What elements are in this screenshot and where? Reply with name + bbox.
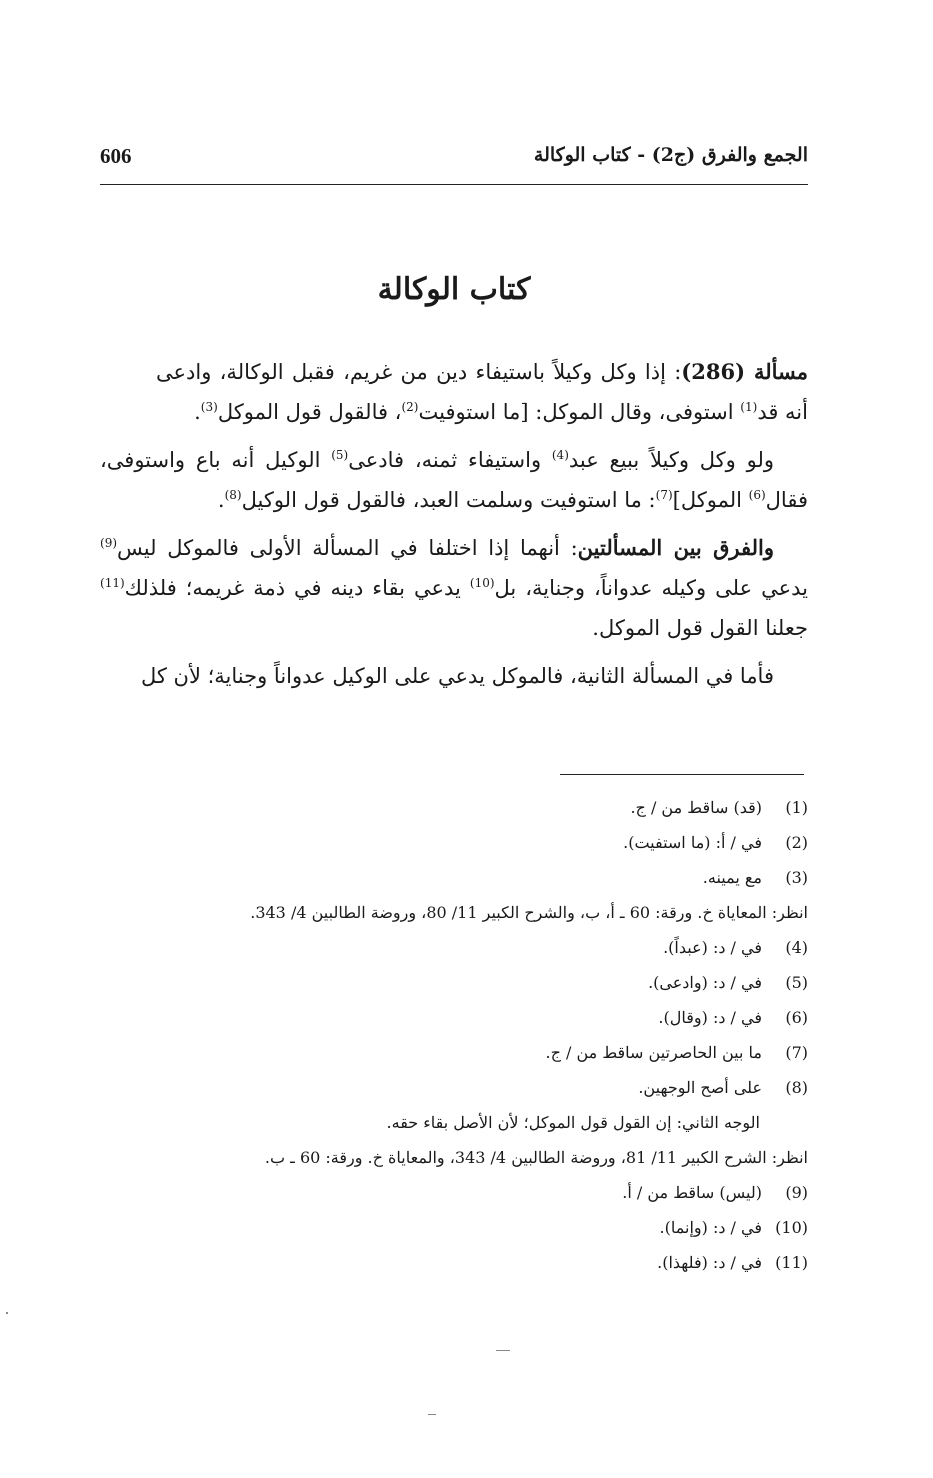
- text-run: واستيفاء ثمنه، فادعى: [348, 448, 552, 472]
- scan-speck: [496, 1350, 510, 1351]
- footnote-number: (11): [775, 1253, 808, 1272]
- footnote-number: (2): [785, 833, 808, 852]
- text-run: .: [194, 400, 201, 424]
- footnote-ref[interactable]: (9): [100, 536, 118, 550]
- text-run: : ما استوفيت وسلمت العبد، فالقول قول الوكيل: [241, 488, 656, 512]
- text-run: فأما في المسألة الثانية، فالموكل يدعي على الوكيل عدواناً وجناية؛ لأن كل: [140, 664, 774, 688]
- paragraph-second-case: [100, 440, 808, 520]
- footnote-ref[interactable]: (10): [469, 576, 495, 590]
- footnotes-list: [100, 790, 808, 1280]
- scan-speck: [428, 1414, 436, 1415]
- text-run: جعلنا القول قول الموكل.: [592, 616, 808, 640]
- page-number: 606: [100, 144, 132, 168]
- text-run: الموكل: [217, 400, 279, 424]
- text-run: أنه قد: [757, 400, 808, 424]
- paragraph-masala-286: [100, 352, 808, 432]
- footnote-number: (8): [785, 1078, 808, 1097]
- footnote-number: (9): [785, 1183, 808, 1202]
- footnote-item: [100, 1070, 808, 1105]
- text-run: ولو وكل وكيلاً ببيع عبد: [568, 448, 774, 472]
- header-divider: [100, 184, 808, 185]
- footnote-number: (4): [785, 938, 808, 957]
- text-run: يدعي على وكيله عدواناً، وجناية، بل: [494, 576, 808, 600]
- footnote-ref[interactable]: (8): [224, 488, 242, 502]
- footnote-item: [100, 825, 808, 860]
- difference-label: والفرق بين المسألتين: [577, 535, 774, 560]
- footnote-continuation: انظر: المعاياة خ. ورقة: 60 ـ أ، ب، والشرح الكبير 11/ 80، وروضة الطالبين 4/ 343.: [250, 903, 808, 922]
- footnote-item: [100, 1035, 808, 1070]
- footnote-ref[interactable]: (5): [331, 448, 349, 462]
- footnote-item: [100, 930, 808, 965]
- text-run: يدعي بقاء دينه في ذمة غريمه؛ فلذلك: [124, 576, 470, 600]
- footnote-continuation: الوجه الثاني: إن القول قول الموكل؛ لأن الأصل بقاء حقه.: [386, 1113, 760, 1132]
- footnote-text: في / د: (وادعى).: [648, 973, 762, 992]
- footnote-text: في / د: (وإنما).: [659, 1218, 762, 1237]
- footnote-text: على أصح الوجهين.: [638, 1078, 762, 1097]
- footnote-continuation: انظر: الشرح الكبير 11/ 81، وروضة الطالبين 4/ 343، والمعاياة خ. ورقة: 60 ـ ب.: [264, 1148, 808, 1167]
- text-run: : أنهما إذا اختلفا في المسألة الأولى فالموكل ليس: [117, 536, 578, 560]
- footnote-item: [100, 965, 808, 1000]
- chapter-title: كتاب الوكالة: [377, 272, 531, 307]
- footnote-ref[interactable]: (2): [401, 400, 419, 414]
- footnote-text: في / أ: (ما استفيت).: [623, 833, 762, 852]
- footnote-item: [100, 860, 808, 895]
- footnote-text: في / د: (فلهذا).: [657, 1253, 762, 1272]
- footnote-ref[interactable]: (11): [100, 576, 125, 590]
- text-run: استوفى، وقال الموكل: [ما استوفيت: [418, 400, 741, 424]
- footnote-text: مع يمينه.: [702, 868, 762, 887]
- running-header: [100, 142, 808, 176]
- text-run: الموكل]: [672, 488, 749, 512]
- footnote-item: [100, 1000, 808, 1035]
- hanging-continuation: [100, 360, 156, 384]
- footnote-number: (5): [785, 973, 808, 992]
- footnote-number: (10): [775, 1218, 808, 1237]
- footnote-item: [100, 1175, 808, 1210]
- footnote-ref[interactable]: (3): [200, 400, 218, 414]
- footnote-ref[interactable]: (4): [551, 448, 569, 462]
- footnote-number: (6): [785, 1008, 808, 1027]
- masala-label: مسألة (286): [681, 359, 808, 384]
- footnote-item: [100, 1245, 808, 1280]
- scan-speck: [6, 1312, 8, 1314]
- text-run: الوكيل أنه باع واستوفى، فقال: [100, 448, 808, 512]
- footnote-text: في / د: (وقال).: [658, 1008, 762, 1027]
- footnote-ref[interactable]: (7): [655, 488, 673, 502]
- footnote-text: (ليس) ساقط من / أ.: [622, 1183, 762, 1202]
- footnote-ref[interactable]: (1): [740, 400, 758, 414]
- paragraph-difference: [100, 528, 808, 648]
- text-run: : إذا وكل وكيلاً باستيفاء دين من غريم، فقبل الوكالة، وادعى: [156, 360, 682, 384]
- text-run: .: [217, 488, 225, 512]
- footnote-divider: [560, 774, 804, 775]
- text-run: ، فالقول قول: [285, 400, 402, 424]
- footnote-text: (قد) ساقط من / ج.: [630, 798, 762, 817]
- footnote-ref[interactable]: (6): [748, 488, 766, 502]
- footnote-number: (7): [785, 1043, 808, 1062]
- footnote-item: [100, 790, 808, 825]
- running-header-title: الجمع والفرق (ج2) - كتاب الوكالة: [533, 144, 808, 166]
- main-text: [100, 352, 808, 704]
- footnote-number: (1): [785, 798, 808, 817]
- footnote-item: [100, 1210, 808, 1245]
- paragraph-second-issue: [100, 656, 808, 696]
- footnote-text: في / د: (عبداً).: [663, 938, 762, 957]
- footnote-text: ما بين الحاصرتين ساقط من / ج.: [545, 1043, 762, 1062]
- footnote-number: (3): [785, 868, 808, 887]
